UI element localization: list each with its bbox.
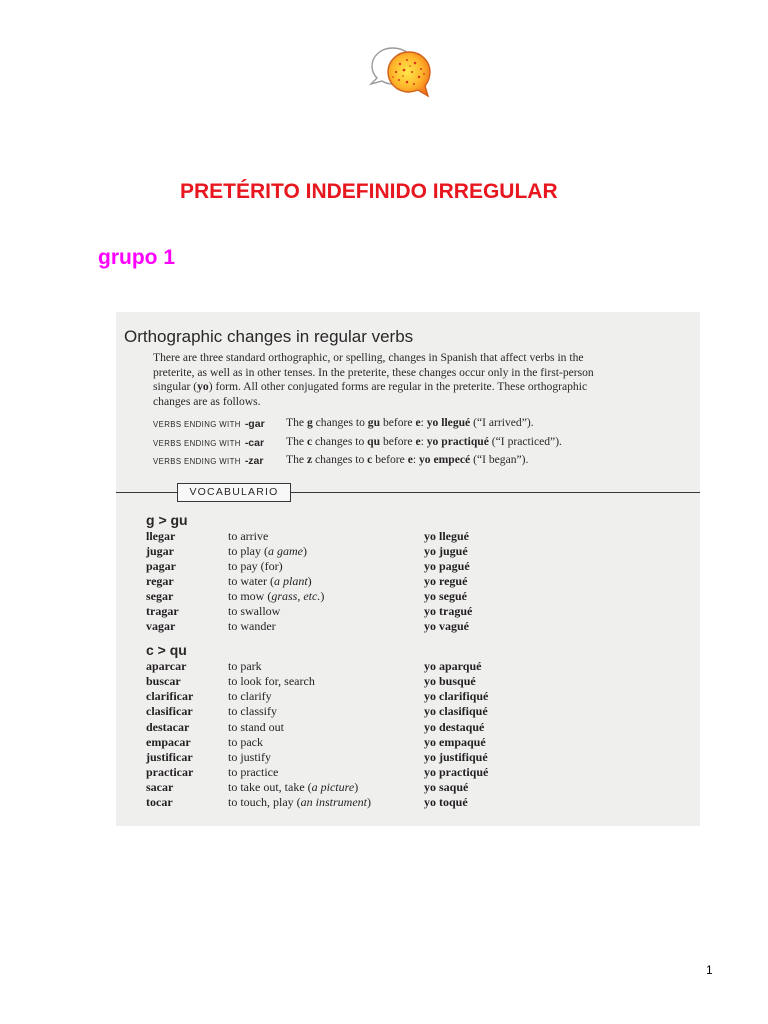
vocab-yo-form: yo toqué	[424, 794, 468, 809]
rule-text	[286, 451, 528, 470]
vocab-meaning-text: to park	[228, 659, 262, 674]
vocab-meaning	[228, 544, 307, 559]
vocab-yo-form: yo empaqué	[424, 734, 486, 749]
vocab-meaning-text: to justify	[228, 749, 272, 764]
vocab-meaning-text: to mow (	[228, 589, 272, 604]
vocab-meaning-text: )	[303, 544, 307, 559]
paragraph-text: preterite, as well as in other tenses. In the preterite, these changes occur only in the first-person	[153, 365, 594, 379]
paragraph-line	[153, 366, 693, 381]
rule-text-part-bold: e	[407, 453, 413, 466]
rule-text-part-bold: gu	[367, 416, 381, 429]
vocab-verb: practicar	[146, 764, 194, 779]
vocab-row	[146, 619, 696, 634]
vocab-meaning	[228, 795, 371, 810]
vocab-row	[146, 735, 696, 750]
rule-label: VERBS ENDING WITH	[153, 420, 241, 429]
rule-text-part-bold: g	[306, 416, 313, 429]
vocab-row	[146, 795, 696, 810]
vocab-row	[146, 659, 696, 674]
vocab-row	[146, 780, 696, 795]
vocab-verb: aparcar	[146, 659, 187, 674]
vocab-yo-form: yo segué	[424, 589, 467, 604]
vocab-meaning	[228, 674, 315, 689]
vocab-meaning	[228, 619, 276, 634]
vocab-row	[146, 574, 696, 589]
vocab-yo-form: yo pagué	[424, 559, 470, 574]
vocab-meaning-text: to water (	[228, 574, 274, 589]
paragraph-line	[153, 351, 693, 366]
vocab-meaning	[228, 559, 283, 574]
vocab-row	[146, 765, 696, 780]
vocab-meaning	[228, 704, 277, 719]
rule-text-part-bold: z	[306, 453, 313, 466]
vocab-yo-form: yo vagué	[424, 619, 469, 634]
vocab-meaning	[228, 735, 263, 750]
paragraph-text: There are three standard orthographic, or spelling, changes in Spanish that affect verbs in the	[153, 351, 584, 364]
rule-text-part-bold: c	[306, 434, 313, 448]
vocab-verb: llegar	[146, 529, 176, 543]
vocab-group-heading: g > gu	[146, 512, 188, 528]
vocab-meaning-italic: grass, etc.	[271, 589, 321, 604]
rule-text-part: The	[286, 416, 307, 429]
vocab-verb: destacar	[146, 719, 190, 734]
vocab-meaning-text: to practice	[228, 764, 279, 779]
vocab-verb: empacar	[146, 734, 191, 749]
vocab-yo-form: yo aparqué	[424, 659, 482, 674]
paragraph-text-bold: yo	[197, 380, 209, 393]
rule-text-part: (“I began”).	[470, 453, 529, 466]
vocab-verb: buscar	[146, 674, 181, 689]
vocab-yo-form: yo saqué	[424, 779, 469, 794]
vocab-yo-form: yo tragué	[424, 604, 473, 619]
vocab-meaning	[228, 659, 262, 674]
vocab-meaning	[228, 780, 358, 795]
paragraph-text: changes are as follows.	[153, 394, 261, 408]
vocab-row	[146, 544, 696, 559]
vocab-meaning-text: )	[307, 574, 312, 589]
vocab-meaning-text: to wander	[228, 619, 276, 634]
vocab-meaning	[228, 720, 284, 735]
rule-text-part: :	[412, 453, 419, 466]
page-number: 1	[706, 963, 713, 977]
rule-suffix: -zar	[244, 455, 264, 467]
speech-bubbles-icon	[367, 44, 433, 100]
vocab-meaning-italic: a plant	[273, 574, 308, 589]
rule-suffix: -car	[244, 436, 265, 449]
vocab-verb: clarificar	[146, 689, 194, 704]
vocab-meaning-italic: an instrument	[300, 794, 367, 809]
section-subtitle: grupo 1	[98, 246, 175, 269]
vocab-verb: vagar	[146, 619, 176, 634]
vocab-meaning-text: )	[320, 589, 325, 604]
vocab-verb: tragar	[146, 604, 179, 619]
vocab-row	[146, 689, 696, 704]
rule-text-part-bold: qu	[367, 434, 381, 448]
vocab-meaning-italic: a picture	[311, 779, 355, 794]
vocab-meaning	[228, 604, 280, 619]
rule-text-part: changes to	[312, 434, 368, 448]
rule-row	[153, 451, 698, 470]
rule-text-part-bold: e	[415, 416, 421, 429]
paragraph-text: ) form. All other conjugated forms are regular in the preterite. These orthographic	[208, 380, 588, 393]
vocab-row	[146, 589, 696, 604]
vocab-yo-form: yo destaqué	[424, 719, 485, 734]
vocab-meaning	[228, 765, 278, 780]
vocab-meaning	[228, 574, 312, 589]
panel-heading: Orthographic changes in regular verbs	[124, 327, 414, 346]
vocab-meaning-text: to look for, search	[228, 674, 315, 689]
vocab-yo-form: yo jugué	[424, 544, 468, 559]
vocab-group-heading: c > qu	[146, 642, 187, 659]
vocab-verb: segar	[146, 589, 174, 604]
rule-text-part: :	[420, 416, 427, 429]
vocab-row	[146, 559, 696, 574]
vocab-yo-form: yo clarifiqué	[424, 689, 489, 704]
vocab-row	[146, 674, 696, 689]
vocab-group	[146, 641, 696, 809]
vocabulary-label: VOCABULARIO	[177, 483, 291, 502]
paragraph-text: singular (	[153, 380, 198, 393]
vocab-verb: tocar	[146, 794, 173, 809]
vocabulary-list	[146, 511, 696, 810]
rule-text-part: changes to	[312, 416, 368, 429]
vocab-meaning-text: )	[367, 794, 371, 809]
vocab-yo-form: yo practiqué	[424, 764, 489, 779]
rule-text-part: before	[380, 434, 416, 448]
vocab-verb: justificar	[146, 749, 193, 764]
vocab-row	[146, 604, 696, 619]
vocab-row	[146, 704, 696, 719]
vocab-meaning-text: to swallow	[228, 604, 281, 619]
rule-text-part-bold: e	[415, 434, 421, 448]
vocab-row	[146, 529, 696, 544]
rule-text-part-bold: c	[367, 453, 373, 466]
vocab-meaning-text: to stand out	[228, 719, 284, 734]
vocab-meaning-text: )	[354, 779, 359, 794]
vocab-meaning-text: to classify	[228, 704, 277, 719]
vocab-meaning-text: to take out, take (	[228, 779, 312, 794]
vocab-row	[146, 750, 696, 765]
rule-text-part-bold: yo practiqué	[426, 434, 489, 448]
page-title: PRETÉRITO INDEFINIDO IRREGULAR	[180, 180, 558, 203]
vocab-meaning-text: to arrive	[228, 529, 269, 543]
vocab-verb: regar	[146, 574, 174, 589]
rule-label: VERBS ENDING WITH	[153, 438, 241, 448]
vocab-yo-form: yo llegué	[424, 529, 469, 543]
vocab-meaning-text: to play (	[228, 544, 268, 559]
rule-text-part: (“I practiced”).	[488, 434, 562, 448]
rule-text-part: before	[372, 453, 408, 466]
intro-paragraph	[153, 351, 693, 409]
vocab-verb: pagar	[146, 559, 176, 574]
rule-suffix: -gar	[244, 418, 265, 430]
vocab-meaning	[228, 750, 271, 765]
vocab-meaning-text: to pay (for)	[228, 559, 283, 574]
vocab-yo-form: yo regué	[424, 574, 468, 589]
rule-text	[286, 414, 534, 433]
rule-row	[153, 414, 698, 433]
vocab-meaning	[228, 689, 272, 704]
rule-text-part-bold: yo llegué	[426, 416, 471, 429]
vocab-meaning-text: to pack	[228, 734, 263, 749]
rule-text-part: before	[380, 416, 416, 429]
vocab-yo-form: yo busqué	[424, 674, 476, 689]
rule-text-part-bold: yo empecé	[419, 453, 471, 466]
vocab-group	[146, 511, 696, 634]
vocab-row	[146, 720, 696, 735]
paragraph-line	[153, 380, 693, 395]
vocab-meaning-text: to clarify	[228, 689, 272, 704]
vocab-yo-form: yo clasifiqué	[424, 704, 488, 719]
vocab-verb: sacar	[146, 779, 174, 794]
rule-text-part: changes to	[312, 453, 368, 466]
rule-text-part: The	[286, 434, 307, 448]
rule-text-part: (“I arrived”).	[470, 416, 534, 429]
vocab-meaning	[228, 589, 324, 604]
vocab-meaning	[228, 529, 268, 544]
rule-label: VERBS ENDING WITH	[153, 457, 241, 466]
rule-text	[286, 433, 562, 452]
vocab-yo-form: yo justifiqué	[424, 749, 488, 764]
orthographic-rules	[153, 414, 698, 470]
vocab-meaning-text: to touch, play (	[228, 794, 301, 809]
vocab-verb: jugar	[146, 544, 174, 559]
rule-text-part: The	[286, 453, 307, 466]
paragraph-line	[153, 395, 693, 410]
rule-text-part: :	[420, 434, 427, 448]
vocab-verb: clasificar	[146, 704, 193, 719]
rule-row	[153, 433, 698, 452]
vocab-meaning-italic: a game	[268, 544, 303, 559]
